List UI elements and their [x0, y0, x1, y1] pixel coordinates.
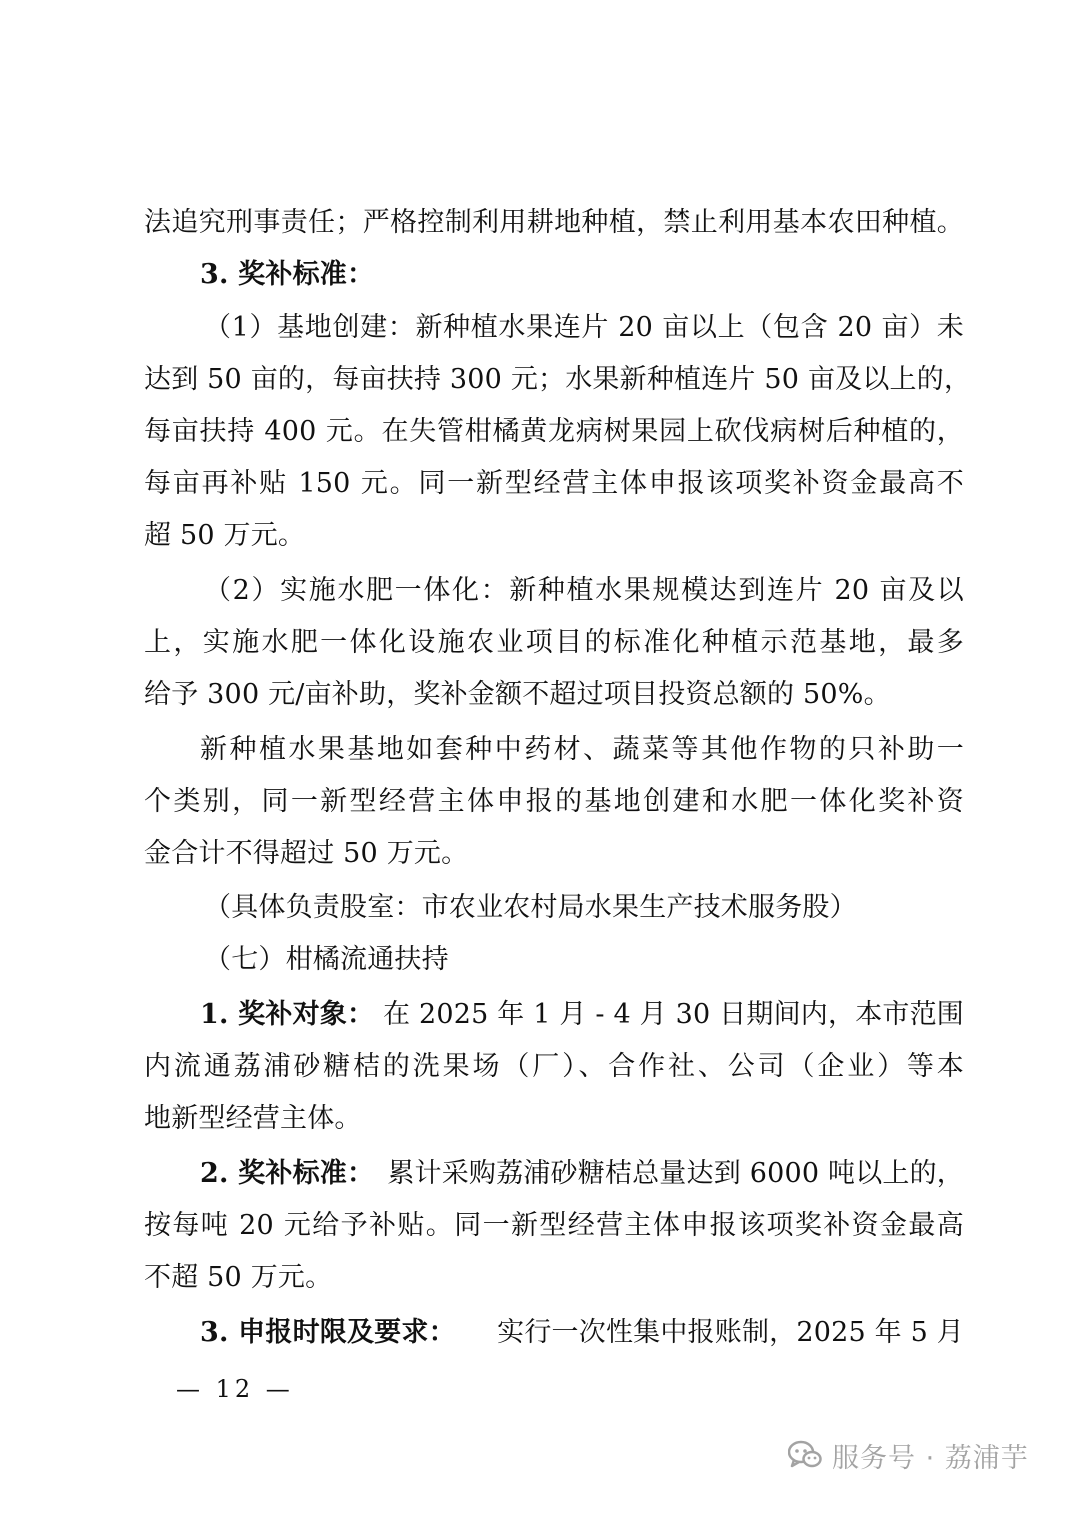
wechat-icon — [788, 1440, 822, 1470]
bold-label: 3. 申报时限及要求： — [200, 1317, 456, 1348]
paragraph-line — [200, 1156, 964, 1192]
paragraph-line: 达到 50 亩的，每亩扶持 300 元；水果新种植连片 50 亩及以上的， — [144, 364, 972, 395]
responsible-office-note: （具体负责股室：市农业农村局水果生产技术服务股） — [204, 892, 857, 923]
section-heading: （七）柑橘流通扶持 — [204, 944, 449, 975]
paragraph-text: 累计采购荔浦砂糖桔总量达到 6000 吨以上的， — [387, 1158, 964, 1189]
paragraph-line: 内流通荔浦砂糖桔的洗果场（厂）、合作社、公司（企业）等本 — [144, 1051, 964, 1082]
paragraph-line: 地新型经营主体。 — [144, 1103, 362, 1134]
watermark — [788, 1435, 1029, 1475]
paragraph-line: 个类别，同一新型经营主体申报的基地创建和水肥一体化奖补资 — [144, 786, 964, 817]
paragraph-line — [200, 997, 964, 1033]
bold-label: 2. 奖补标准： — [200, 1158, 375, 1189]
paragraph-text: 在 2025 年 1 月 - 4 月 30 日期间内，本市范围 — [383, 999, 964, 1030]
paragraph-line: 每亩扶持 400 元。在失管柑橘黄龙病树果园上砍伐病树后种植的， — [144, 416, 964, 447]
paragraph-line: 每亩再补贴 150 元。同一新型经营主体申报该项奖补资金最高不 — [144, 468, 964, 499]
paragraph-line: （2）实施水肥一体化：新种植水果规模达到连片 20 亩及以 — [204, 575, 964, 606]
paragraph-line: （1）基地创建：新种植水果连片 20 亩以上（包含 20 亩）未 — [204, 312, 964, 343]
paragraph-line — [200, 1315, 964, 1351]
paragraph-text: 实行一次性集中报账制，2025 年 5 月 — [497, 1317, 964, 1348]
paragraph-line: 不超 50 万元。 — [144, 1262, 333, 1293]
paragraph-line: 新种植水果基地如套种中药材、蔬菜等其他作物的只补助一 — [200, 734, 964, 765]
page-number: — 12 — — [176, 1375, 294, 1403]
paragraph-line: 上，实施水肥一体化设施农业项目的标准化种植示范基地，最多 — [144, 627, 964, 658]
paragraph-line: 法追究刑事责任；严格控制利用耕地种植，禁止利用基本农田种植。 — [144, 207, 964, 238]
bold-label: 1. 奖补对象： — [200, 999, 375, 1030]
paragraph-line: 给予 300 元/亩补助，奖补金额不超过项目投资总额的 50%。 — [144, 679, 891, 710]
watermark-text: 服务号 · 荔浦芋 — [832, 1442, 1029, 1474]
paragraph-line: 金合计不得超过 50 万元。 — [144, 838, 469, 869]
paragraph-line: 超 50 万元。 — [144, 520, 306, 551]
section-heading: 3. 奖补标准： — [200, 259, 375, 290]
paragraph-line: 按每吨 20 元给予补贴。同一新型经营主体申报该项奖补资金最高 — [144, 1210, 964, 1241]
